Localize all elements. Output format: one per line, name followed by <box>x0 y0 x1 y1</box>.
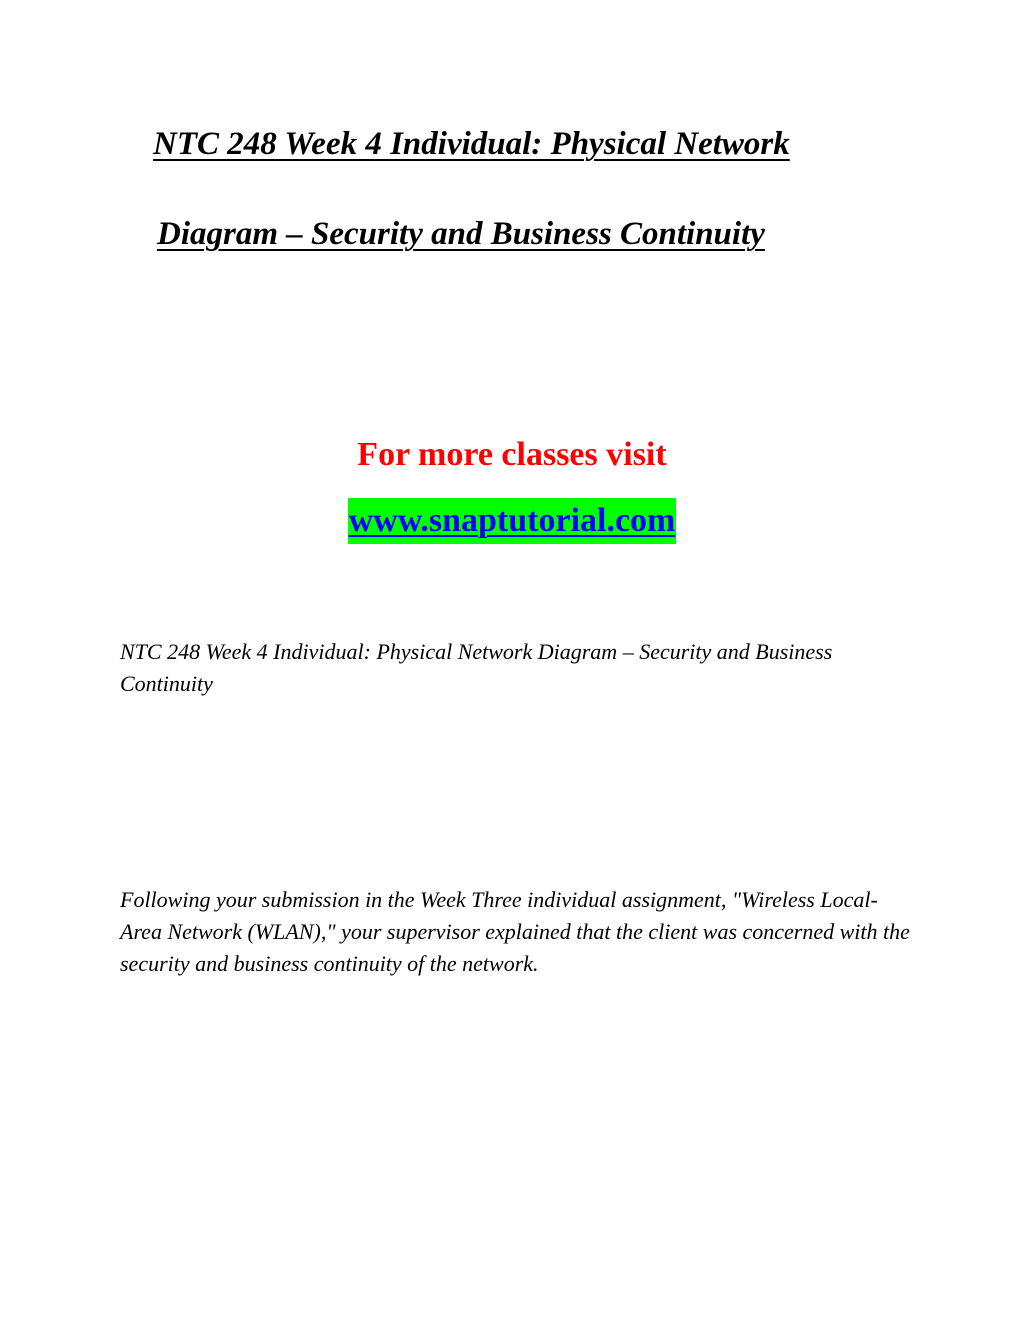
document-title-line-1: NTC 248 Week 4 Individual: Physical Network <box>153 126 790 162</box>
assignment-paragraph: Following your submission in the Week Three individual assignment, "Wireless Local-Area Network (WLAN)," your supervisor explained that the client was concerned with the security and business continuity of the network. <box>120 887 910 976</box>
document-title-line-2: Diagram – Security and Business Continuity <box>157 216 765 252</box>
intro-paragraph: NTC 248 Week 4 Individual: Physical Network Diagram – Security and Business Continuity <box>120 639 833 696</box>
promo-heading: For more classes visit <box>357 436 667 473</box>
snaptutorial-link[interactable]: www.snaptutorial.com <box>348 498 677 544</box>
promo-link-container <box>0 498 1024 551</box>
